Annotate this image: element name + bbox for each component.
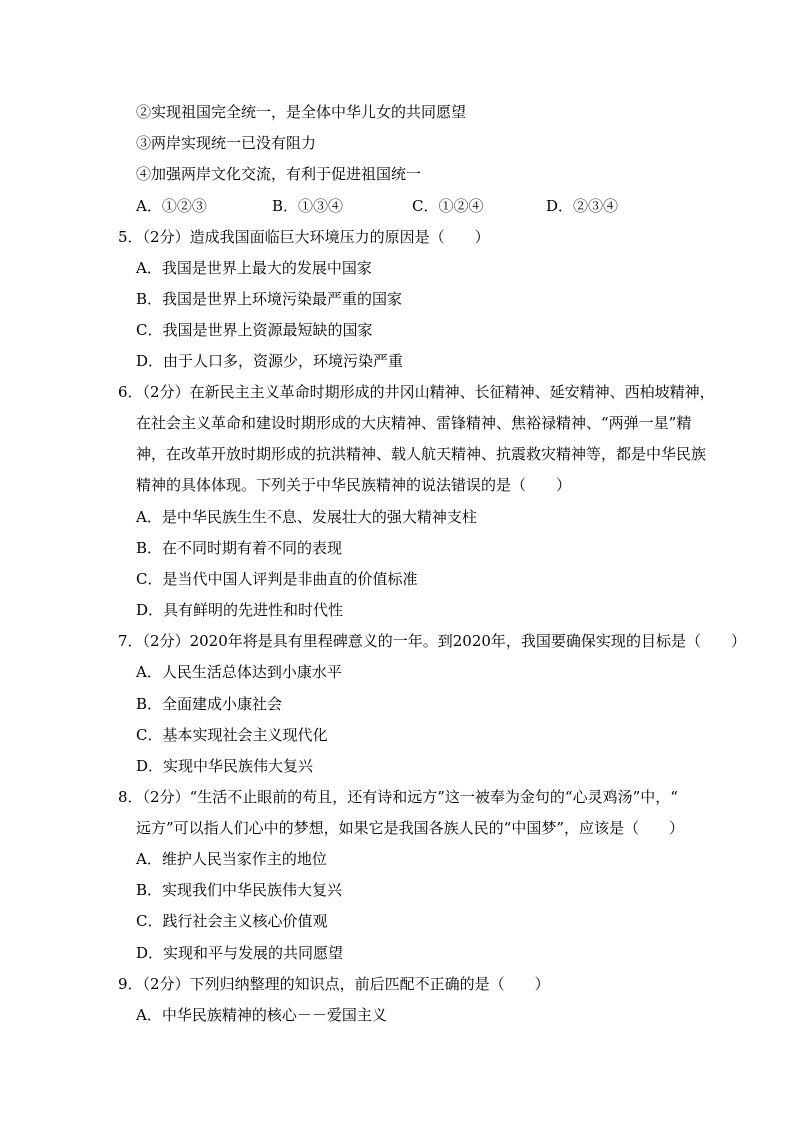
q4-option-b[interactable]: B．①③④ — [272, 197, 344, 215]
q6-option-a[interactable]: A．是中华民族生生不息、发展壮大的强大精神支柱 — [136, 508, 477, 526]
q4-option-c[interactable]: C．①②④ — [412, 197, 484, 215]
q9-stem: 9．（2分）下列归纳整理的知识点，前后匹配不正确的是（ ） — [118, 975, 550, 993]
q6-stem-line-4: 精神的具体体现。下列关于中华民族精神的说法错误的是（ ） — [136, 476, 572, 494]
q7-option-b[interactable]: B．全面建成小康社会 — [136, 695, 283, 713]
q9-option-a[interactable]: A．中华民族精神的核心－－爱国主义 — [136, 1006, 387, 1024]
q8-stem-line-2: 远方”可以指人们心中的梦想，如果它是我国各族人民的“中国梦”，应该是（ ） — [136, 819, 685, 837]
q6-option-b[interactable]: B．在不同时期有着不同的表现 — [136, 539, 343, 557]
q8-option-c[interactable]: C．践行社会主义核心价值观 — [136, 912, 328, 930]
q8-option-b[interactable]: B．实现我们中华民族伟大复兴 — [136, 881, 343, 899]
q5-option-b[interactable]: B．我国是世界上环境污染最严重的国家 — [136, 290, 403, 308]
q6-stem-line-3: 神，在改革开放时期形成的抗洪精神、载人航天精神、抗震救灾精神等，都是中华民族 — [136, 445, 707, 463]
q8-option-a[interactable]: A．维护人民当家作主的地位 — [136, 850, 327, 868]
q4-statement-3: ③两岸实现统一已没有阻力 — [136, 134, 317, 152]
q5-option-a[interactable]: A．我国是世界上最大的发展中国家 — [136, 259, 372, 277]
q6-stem-line-2: 在社会主义革命和建设时期形成的大庆精神、雷锋精神、焦裕禄精神、“两弹一星”精 — [136, 414, 692, 432]
q4-option-a[interactable]: A．①②③ — [136, 197, 207, 215]
q7-option-a[interactable]: A．人民生活总体达到小康水平 — [136, 663, 342, 681]
q6-option-d[interactable]: D．具有鲜明的先进性和时代性 — [136, 601, 344, 619]
q7-stem: 7．（2分）2020年将是具有里程碑意义的一年。到2020年，我国要确保实现的目标是（ ） — [118, 632, 746, 650]
q8-stem-line-1: 8．（2分）“生活不止眼前的苟且，还有诗和远方”这一被奉为金句的“心灵鸡汤”中，“ — [118, 788, 678, 806]
q7-option-c[interactable]: C．基本实现社会主义现代化 — [136, 726, 328, 744]
q4-statement-2: ②实现祖国完全统一，是全体中华儿女的共同愿望 — [136, 103, 467, 121]
q6-option-c[interactable]: C．是当代中国人评判是非曲直的价值标准 — [136, 570, 418, 588]
q4-option-d[interactable]: D．②③④ — [546, 197, 619, 215]
q6-stem-line-1: 6．（2分）在新民主主义革命时期形成的井冈山精神、长征精神、延安精神、西柏坡精神， — [118, 383, 715, 401]
q8-option-d[interactable]: D．实现和平与发展的共同愿望 — [136, 944, 344, 962]
q4-options — [136, 196, 676, 216]
q5-option-c[interactable]: C．我国是世界上资源最短缺的国家 — [136, 321, 373, 339]
q5-stem: 5．（2分）造成我国面临巨大环境压力的原因是（ ） — [118, 228, 490, 246]
q5-option-d[interactable]: D．由于人口多，资源少，环境污染严重 — [136, 352, 404, 370]
q4-statement-4: ④加强两岸文化交流，有利于促进祖国统一 — [136, 165, 422, 183]
q7-option-d[interactable]: D．实现中华民族伟大复兴 — [136, 757, 314, 775]
